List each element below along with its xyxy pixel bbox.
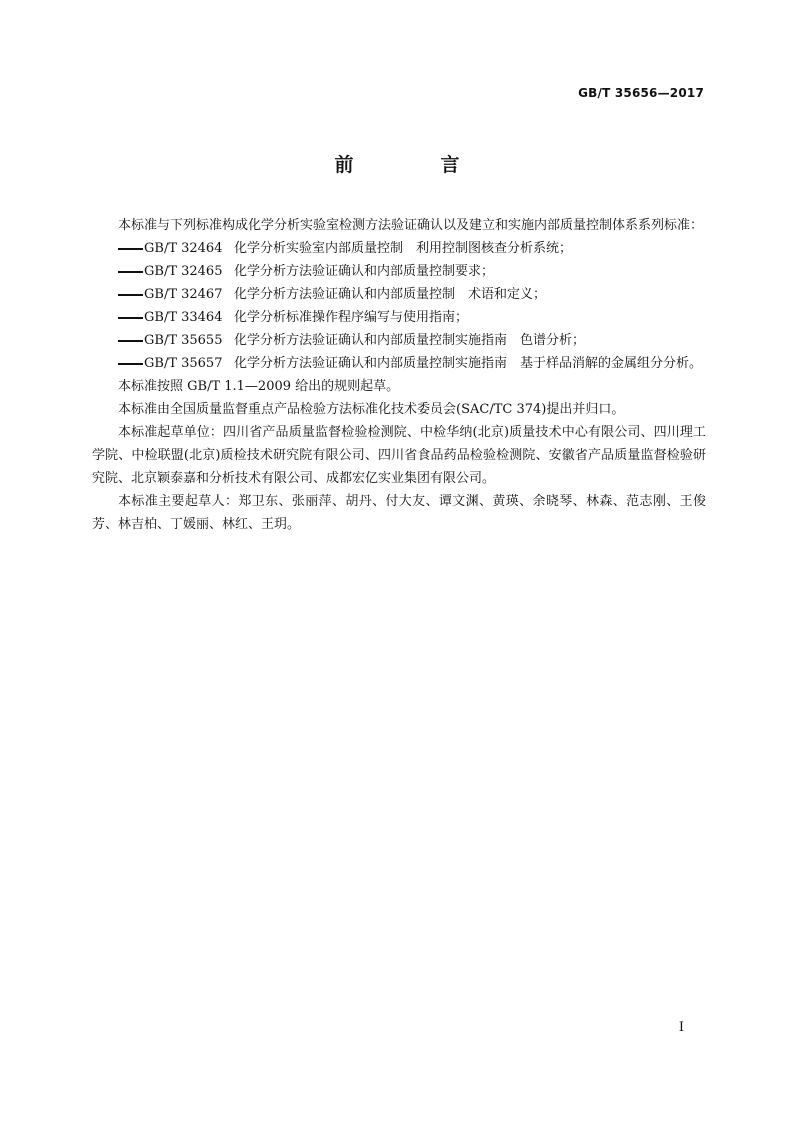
standard-title: 化学分析标准操作程序编写与使用指南； bbox=[234, 310, 469, 325]
intro-paragraph: 本标准与下列标准构成化学分析实验室检测方法验证确认以及建立和实施内部质量控制体系系列标准： bbox=[118, 218, 704, 233]
standard-number: GB/T 32467 bbox=[144, 287, 223, 302]
em-dash bbox=[118, 340, 143, 342]
standard-number: GB/T 32465 bbox=[144, 264, 223, 279]
standard-title: 化学分析实验室内部质量控制 利用控制图核查分析系统； bbox=[234, 241, 573, 256]
em-dash bbox=[118, 317, 143, 319]
standard-title: 化学分析方法验证确认和内部质量控制要求； bbox=[234, 264, 495, 279]
em-dash bbox=[118, 271, 143, 273]
standard-title: 化学分析方法验证确认和内部质量控制 术语和定义； bbox=[234, 287, 547, 302]
related-standards-list bbox=[92, 237, 706, 375]
proposer-paragraph: 本标准由全国质量监督重点产品检验方法标准化技术委员会(SAC/TC 374)提出并归口。 bbox=[118, 402, 625, 417]
list-item bbox=[92, 283, 706, 306]
standard-number: GB/T 35657 bbox=[144, 356, 223, 371]
standard-number: GB/T 33464 bbox=[144, 310, 223, 325]
em-dash bbox=[118, 363, 143, 365]
page-number: I bbox=[678, 1020, 684, 1035]
drafting-units-paragraph: 本标准起草单位：四川省产品质量监督检验检测院、中检华纳(北京)质量技术中心有限公司、四川理工学院、中检联盟(北京)质检技术研究院有限公司、四川省食品药品检验检测院、安徽省产品质量监督检验研究院、北京颖泰嘉和分析技术有限公司、成都宏亿实业集团有限公司。 bbox=[92, 425, 706, 486]
drafters-paragraph: 本标准主要起草人：郑卫东、张丽萍、胡丹、付大友、谭文渊、黄瑛、余晓琴、林森、范志刚、王俊芳、林吉柏、丁媛丽、林红、王玥。 bbox=[92, 494, 706, 532]
standard-number: GB/T 32464 bbox=[144, 241, 223, 256]
standard-number: GB/T 35655 bbox=[144, 333, 223, 348]
page-title: 前 言 bbox=[334, 154, 494, 176]
drafting-rule-paragraph: 本标准按照 GB/T 1.1—2009 给出的规则起草。 bbox=[118, 379, 400, 394]
list-item bbox=[92, 329, 706, 352]
em-dash bbox=[118, 294, 143, 296]
standard-title: 化学分析方法验证确认和内部质量控制实施指南 基于样品消解的金属组分分析。 bbox=[234, 356, 703, 371]
em-dash bbox=[118, 248, 143, 250]
standard-title: 化学分析方法验证确认和内部质量控制实施指南 色谱分析； bbox=[234, 333, 586, 348]
list-item bbox=[92, 237, 706, 260]
list-item bbox=[92, 306, 706, 329]
list-item bbox=[92, 352, 706, 375]
list-item bbox=[92, 260, 706, 283]
standard-code: GB/T 35656—2017 bbox=[578, 86, 704, 100]
foreword-body bbox=[92, 214, 706, 536]
